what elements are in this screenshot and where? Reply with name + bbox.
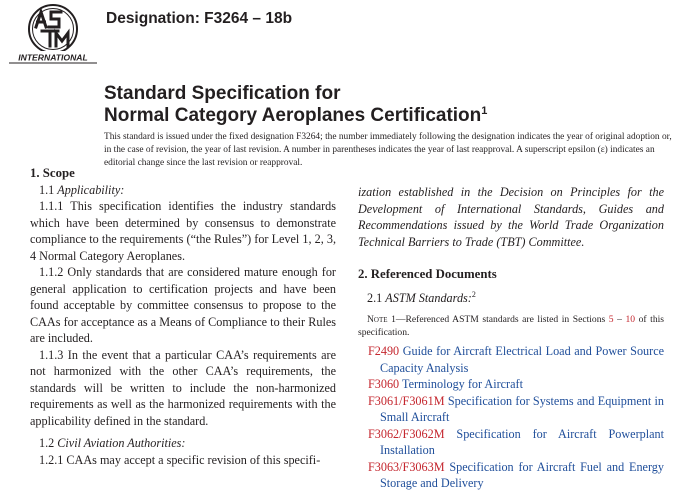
clause-1-1-3: 1.1.3 In the event that a particular CAA’s requirements are not harmonized with the other CAA’s requirements, the standards will be written to include the non-harmonized requirements as well as the harmonized requirements with the applicability defined in the standard.	[30, 347, 336, 428]
document-title	[104, 83, 487, 127]
section-10-link[interactable]: 10	[625, 314, 636, 326]
reference-item[interactable]: F2490 Guide for Aircraft Electrical Load and Power Source Capacity Analysis	[368, 344, 665, 375]
clause-1-1-2: 1.1.2 Only standards that are considered mature enough for general application to certification projects and have been found acceptable by committee consensus to propose to the CAAs for acceptance as a Means of Compliance to their Rules are included.	[30, 265, 336, 345]
reference-list	[358, 343, 664, 492]
left-column	[30, 165, 336, 468]
section-2-heading: 2. Referenced Documents	[358, 267, 497, 281]
continued-text: ization established in the Decision on Principles for the Development of International Standards, Guides and Recommendations issued by the World Trade Organization Technical Barriers to Trade (TBT) Committee.	[358, 185, 664, 249]
clause-1-2-1: 1.2.1 CAAs may accept a specific revision of this specifi-	[39, 452, 321, 467]
standard-notice: This standard is issued under the fixed designation F3264; the number immediately following the designation indicates the year of original adoption or, in the case of revision, the year of last revision. A number in parentheses indicates the year of last reapproval. A superscript epsilon (ε) indicates an editorial change since the last revision or reapproval.	[104, 132, 672, 168]
clause-1-2: 1.2 Civil Aviation Authorities:	[39, 436, 186, 450]
astm-logo	[6, 3, 100, 65]
right-column	[358, 165, 664, 492]
note-1: Note 1—Referenced ASTM standards are listed in Sections 5 – 10 of this specification.	[358, 314, 665, 338]
title-footnote-mark[interactable]: 1	[481, 105, 488, 117]
clause-1-1-1: 1.1.1 This specification identifies the industry standards which have been determined by consensus to demonstrate compliance to the requirements (“the Rules”) for Level 1, 2, 3, 4 Normal Category Aeroplanes.	[30, 199, 336, 263]
clause-2-1: 2.1 ASTM Standards:$^2$	[367, 289, 476, 305]
svg-text:INTERNATIONAL: INTERNATIONAL	[18, 52, 88, 63]
section-5-link[interactable]: 5	[608, 314, 614, 326]
clause-1-1: 1.1 Applicability:	[39, 182, 125, 197]
title-line-1: Standard Specification for	[104, 83, 341, 104]
footnote-mark-2[interactable]: 2	[471, 289, 476, 299]
section-1-heading: 1. Scope	[30, 166, 75, 180]
reference-item[interactable]: F3061/F3061M Specification for Systems and Equipment in Small Aircraft	[368, 393, 665, 425]
reference-item[interactable]: F3063/F3063M Specification for Aircraft Fuel and Energy Storage and Delivery	[368, 459, 664, 491]
reference-item[interactable]: F3060 Terminology for Aircraft	[368, 377, 523, 392]
title-line-2: Normal Category Aeroplanes Certification$^1$	[104, 105, 488, 126]
reference-item[interactable]: F3062/F3062M Specification for Aircraft Powerplant Installation	[368, 426, 664, 458]
designation: Designation: F3264 – 18b	[106, 10, 293, 27]
